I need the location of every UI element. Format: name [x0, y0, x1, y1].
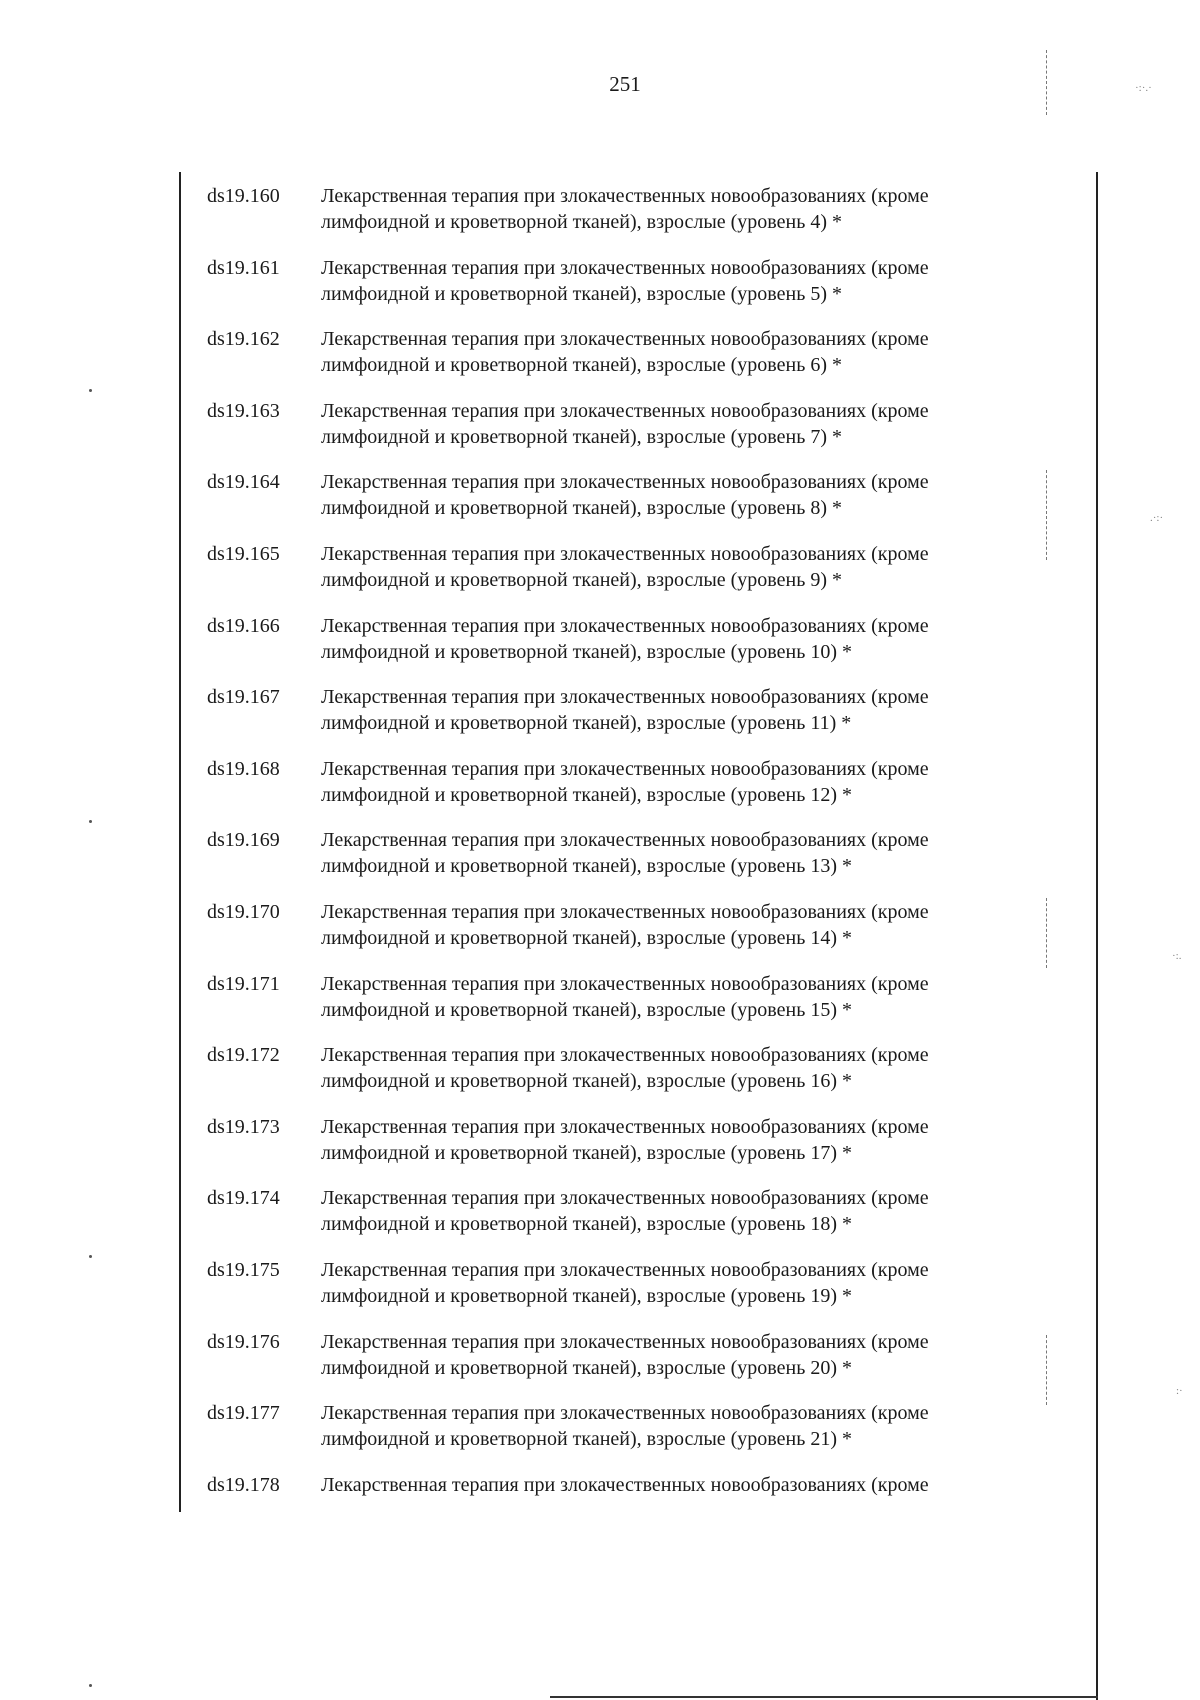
row-code: ds19.161 — [207, 256, 280, 279]
scan-noise: :· — [1176, 1385, 1183, 1397]
description-line-2: лимфоидной и кроветворной тканей), взрослые (уровень 20) * — [321, 1356, 852, 1379]
table-row — [207, 1257, 1087, 1329]
row-code: ds19.176 — [207, 1330, 280, 1353]
description-line-1: Лекарственная терапия при злокачественных новообразованиях (кроме — [321, 757, 929, 780]
description-line-2: лимфоидной и кроветворной тканей), взрослые (уровень 7) * — [321, 425, 842, 448]
description-line-2: лимфоидной и кроветворной тканей), взрослые (уровень 21) * — [321, 1428, 852, 1451]
row-code: ds19.170 — [207, 900, 280, 923]
description-line-1: Лекарственная терапия при злокачественных новообразованиях (кроме — [321, 542, 929, 565]
row-code: ds19.169 — [207, 829, 280, 852]
table-row — [207, 469, 1087, 541]
table-row — [207, 398, 1087, 470]
description-line-1: Лекарственная терапия при злокачественных новообразованиях (кроме — [321, 256, 929, 279]
table-row — [207, 326, 1087, 398]
scan-mark — [1046, 50, 1047, 115]
row-code: ds19.160 — [207, 185, 280, 207]
row-description — [321, 469, 1081, 521]
description-line-2: лимфоидной и кроветворной тканей), взрослые (уровень 6) * — [321, 354, 842, 377]
row-code: ds19.165 — [207, 542, 280, 565]
row-description — [321, 613, 1081, 665]
row-code: ds19.166 — [207, 614, 280, 637]
scan-speck — [89, 1684, 92, 1687]
description-line-1: Лекарственная терапия при злокачественных новообразованиях (кроме — [321, 1115, 929, 1138]
row-code: ds19.167 — [207, 686, 280, 709]
scan-noise: ·:. — [1172, 950, 1182, 962]
row-code: ds19.173 — [207, 1115, 280, 1138]
description-line-2: лимфоидной и кроветворной тканей), взрослые (уровень 5) * — [321, 282, 842, 305]
row-code: ds19.162 — [207, 328, 280, 351]
row-code: ds19.172 — [207, 1044, 280, 1067]
description-line-2: лимфоидной и кроветворной тканей), взрослые (уровень 9) * — [321, 568, 842, 591]
row-description — [321, 1185, 1081, 1237]
table-body — [207, 183, 1087, 1543]
row-description — [321, 326, 1081, 378]
row-description — [321, 183, 1081, 235]
description-line-1: Лекарственная терапия при злокачественных новообразованиях (кроме — [321, 1044, 929, 1067]
table-row — [207, 1400, 1087, 1472]
description-line-1: Лекарственная терапия при злокачественных новообразованиях (кроме — [321, 471, 929, 494]
description-line-1: Лекарственная терапия при злокачественных новообразованиях (кроме — [321, 686, 929, 709]
table-bottom-border — [550, 1696, 1098, 1698]
table-row — [207, 684, 1087, 756]
description-line-2: лимфоидной и кроветворной тканей), взрослые (уровень 8) * — [321, 497, 842, 520]
row-description — [321, 1472, 1081, 1498]
scan-speck — [89, 1255, 92, 1258]
row-description — [321, 684, 1081, 736]
description-line-1: Лекарственная терапия при злокачественных новообразованиях (кроме — [321, 614, 929, 637]
row-description — [321, 255, 1081, 307]
description-line-2: лимфоидной и кроветворной тканей), взрослые (уровень 16) * — [321, 1070, 852, 1093]
row-code: ds19.163 — [207, 399, 280, 422]
description-line-2: лимфоидной и кроветворной тканей), взрослые (уровень 4) * — [321, 211, 842, 233]
table-row — [207, 255, 1087, 327]
description-line-2: лимфоидной и кроветворной тканей), взрослые (уровень 13) * — [321, 855, 852, 878]
table-left-border — [179, 172, 181, 1512]
description-line-1: Лекарственная терапия при злокачественных новообразованиях (кроме — [321, 328, 929, 351]
row-description — [321, 756, 1081, 808]
row-description — [321, 1329, 1081, 1381]
description-line-2: лимфоидной и кроветворной тканей), взрослые (уровень 18) * — [321, 1213, 852, 1236]
table-row — [207, 1114, 1087, 1186]
scan-mark — [1046, 898, 1047, 968]
description-line-2: лимфоидной и кроветворной тканей), взрослые (уровень 14) * — [321, 926, 852, 949]
description-line-2: лимфоидной и кроветворной тканей), взрослые (уровень 15) * — [321, 998, 852, 1021]
scan-mark — [1046, 470, 1047, 560]
description-line-1: Лекарственная терапия при злокачественных новообразованиях (кроме — [321, 1330, 929, 1353]
row-code: ds19.174 — [207, 1187, 280, 1210]
row-code: ds19.175 — [207, 1258, 280, 1281]
row-code: ds19.168 — [207, 757, 280, 780]
scan-speck — [89, 389, 92, 392]
row-code: ds19.178 — [207, 1473, 280, 1496]
description-line-2: лимфоидной и кроветворной тканей), взрослые (уровень 10) * — [321, 640, 852, 663]
table-row — [207, 827, 1087, 899]
table-row — [207, 613, 1087, 685]
table-row — [207, 541, 1087, 613]
table-right-border — [1096, 172, 1098, 1700]
table-row — [207, 899, 1087, 971]
description-line-1: Лекарственная терапия при злокачественных новообразованиях (кроме — [321, 1258, 929, 1281]
table-row — [207, 971, 1087, 1043]
table-row — [207, 1042, 1087, 1114]
row-description — [321, 827, 1081, 879]
row-description — [321, 1042, 1081, 1094]
scan-speck — [89, 820, 92, 823]
row-code: ds19.171 — [207, 972, 280, 995]
description-line-1: Лекарственная терапия при злокачественных новообразованиях (кроме — [321, 399, 929, 422]
table-row — [207, 183, 1087, 255]
description-line-1: Лекарственная терапия при злокачественных новообразованиях (кроме — [321, 829, 929, 852]
table-row — [207, 1329, 1087, 1401]
page-number: 251 — [609, 72, 641, 96]
description-line-2: лимфоидной и кроветворной тканей), взрослые (уровень 12) * — [321, 783, 852, 806]
description-line-1: Лекарственная терапия при злокачественных новообразованиях (кроме — [321, 185, 929, 207]
row-description — [321, 541, 1081, 593]
row-code: ds19.164 — [207, 471, 280, 494]
table-row — [207, 1472, 1087, 1544]
row-description — [321, 899, 1081, 951]
row-description — [321, 1400, 1081, 1452]
description-line-1: Лекарственная терапия при злокачественных новообразованиях (кроме — [321, 1187, 929, 1210]
table-row — [207, 756, 1087, 828]
row-description — [321, 1257, 1081, 1309]
row-code: ds19.177 — [207, 1402, 280, 1425]
table-row — [207, 1185, 1087, 1257]
description-line-2: лимфоидной и кроветворной тканей), взрослые (уровень 19) * — [321, 1284, 852, 1307]
scan-noise: .·:· — [1150, 512, 1164, 524]
description-line-2: лимфоидной и кроветворной тканей), взрослые (уровень 17) * — [321, 1141, 852, 1164]
scan-noise: ·:·.· — [1135, 82, 1152, 94]
row-description — [321, 1114, 1081, 1166]
description-line-1: Лекарственная терапия при злокачественных новообразованиях (кроме — [321, 900, 929, 923]
description-line-1: Лекарственная терапия при злокачественных новообразованиях (кроме — [321, 1473, 929, 1496]
description-line-2: лимфоидной и кроветворной тканей), взрослые (уровень 11) * — [321, 712, 852, 735]
row-description — [321, 398, 1081, 450]
description-line-1: Лекарственная терапия при злокачественных новообразованиях (кроме — [321, 1402, 929, 1425]
scan-mark — [1046, 1335, 1047, 1405]
description-line-1: Лекарственная терапия при злокачественных новообразованиях (кроме — [321, 972, 929, 995]
row-description — [321, 971, 1081, 1023]
